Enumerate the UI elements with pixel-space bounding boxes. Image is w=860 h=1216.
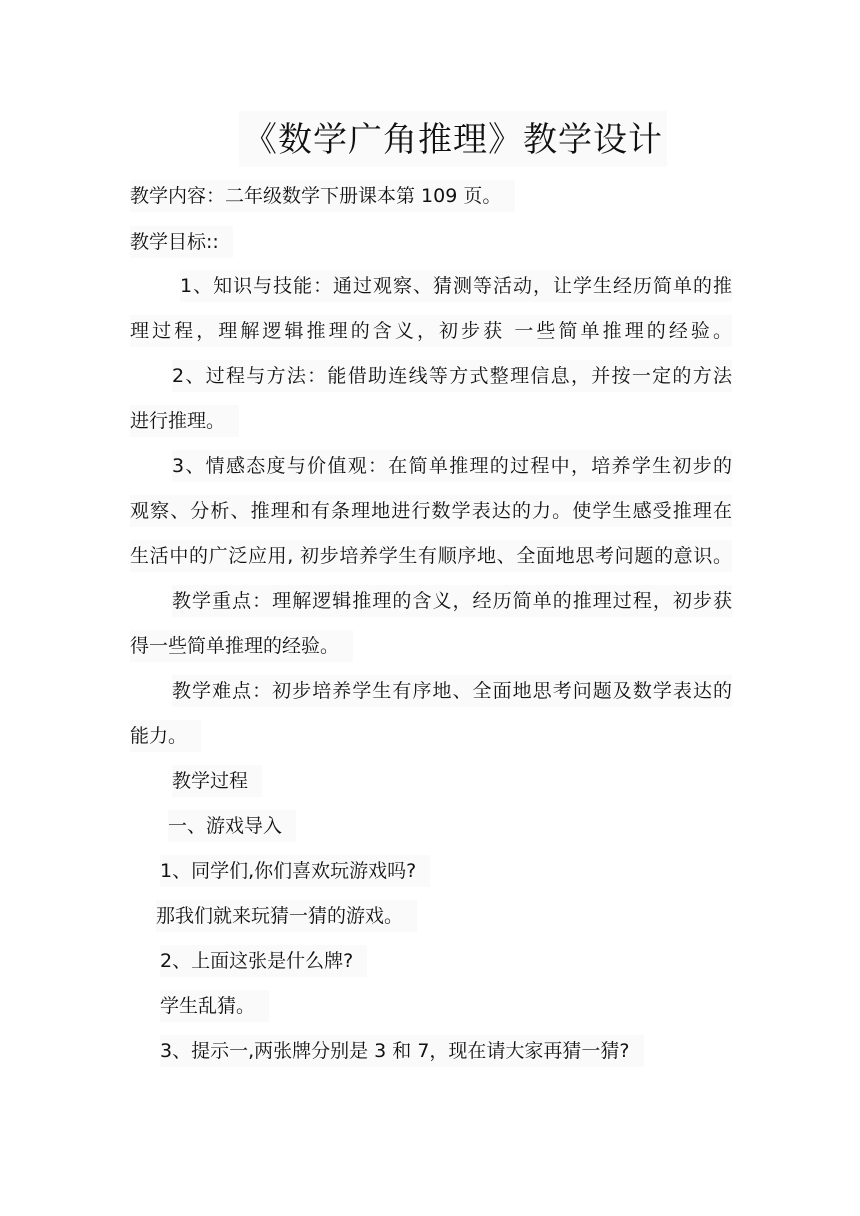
step-3-hint: 3、提示一,两张牌分别是 3 和 7，现在请大家再猜一猜? xyxy=(160,1035,644,1067)
key-point-line-2: 得一些简单推理的经验。 xyxy=(130,630,353,662)
goal-3-line-2: 观察、分析、推理和有条理地进行数学表达的力。使学生感受推理在 xyxy=(130,495,732,527)
step-2-question: 2、上面这张是什么牌? xyxy=(160,945,367,977)
teaching-content: 教学内容：二年级数学下册课本第 109 页。 xyxy=(130,180,515,212)
teaching-process-heading: 教学过程 xyxy=(172,765,262,797)
goal-2-line-1: 2、过程与方法：能借助连线等方式整理信息，并按一定的方法 xyxy=(172,360,732,392)
teaching-goals-heading: 教学目标:: xyxy=(130,226,233,258)
goal-1-line-1: 1、知识与技能：通过观察、猜测等活动，让学生经历简单的推 xyxy=(180,270,732,302)
goal-2-line-2: 进行推理。 xyxy=(130,405,239,437)
section-1-heading: 一、游戏导入 xyxy=(168,810,296,842)
step-1-question: 1、同学们,你们喜欢玩游戏吗? xyxy=(160,855,430,887)
goal-1-line-2: 理过程，理解逻辑推理的含义，初步获 一些简单推理的经验。 xyxy=(130,315,732,347)
goal-3-line-1: 3、情感态度与价值观：在简单推理的过程中，培养学生初步的 xyxy=(172,450,732,482)
document-title: 《数学广角推理》教学设计 xyxy=(239,111,667,167)
step-1-followup: 那我们就来玩猜一猜的游戏。 xyxy=(156,900,417,932)
difficult-point-line-1: 教学难点：初步培养学生有序地、全面地思考问题及数学表达的 xyxy=(172,675,732,707)
goal-3-line-3: 生活中的广泛应用, 初步培养学生有顺序地、全面地思考问题的意识。 xyxy=(130,540,732,572)
difficult-point-line-2: 能力。 xyxy=(130,720,201,752)
step-2-response: 学生乱猜。 xyxy=(160,990,269,1022)
key-point-line-1: 教学重点：理解逻辑推理的含义，经历简单的推理过程，初步获 xyxy=(172,585,732,617)
